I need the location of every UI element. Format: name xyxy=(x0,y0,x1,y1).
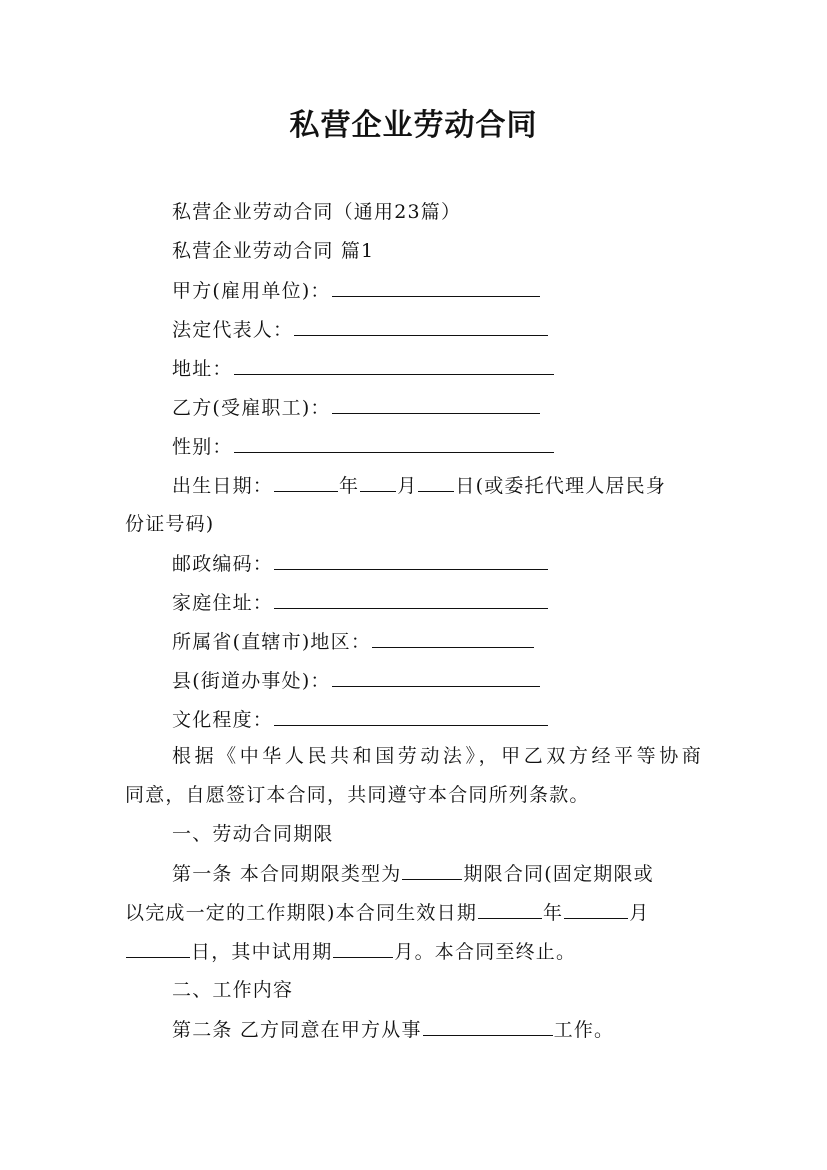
gender-label: 性别： xyxy=(172,436,233,458)
birth-year-blank[interactable] xyxy=(274,473,338,492)
article-1-text-f: 日，其中试用期 xyxy=(191,941,333,963)
home-address-blank[interactable] xyxy=(274,590,548,609)
section-1-heading: 一、劳动合同期限 xyxy=(172,823,334,845)
province-blank[interactable] xyxy=(372,629,534,648)
birth-line xyxy=(172,473,666,498)
party-b-line xyxy=(172,395,541,420)
article-2-text-b: 工作。 xyxy=(553,1019,615,1041)
document-title: 私营企业劳动合同 xyxy=(289,108,538,143)
article-2-text-a: 第二条 乙方同意在甲方从事 xyxy=(172,1019,422,1041)
section-2-heading: 二、工作内容 xyxy=(172,979,294,1001)
province-label: 所属省(直辖市)地区： xyxy=(172,631,372,653)
article-1-text-c: 以完成一定的工作期限)本合同生效日期 xyxy=(125,902,478,924)
county-line xyxy=(172,668,541,693)
job-blank[interactable] xyxy=(423,1017,553,1036)
intro-paragraph-line-1: 根据《中华人民共和国劳动法》，甲乙双方经平等协商 xyxy=(172,745,702,767)
county-label: 县(街道办事处)： xyxy=(172,670,331,692)
home-address-label: 家庭住址： xyxy=(172,592,274,614)
article-1-text-e: 月 xyxy=(629,902,650,924)
intro-paragraph-line-2: 同意，自愿签订本合同，共同遵守本合同所列条款。 xyxy=(125,784,590,806)
party-a-blank[interactable] xyxy=(332,278,540,297)
birth-month-label: 月 xyxy=(397,475,418,497)
postcode-line xyxy=(172,551,549,576)
education-label: 文化程度： xyxy=(172,709,274,731)
birth-day-label: 日(或委托代理人居民身 xyxy=(455,475,667,497)
article-2-line-1 xyxy=(172,1017,614,1042)
article-1-line-3 xyxy=(125,939,576,964)
document-subtitle: 私营企业劳动合同（通用23篇） xyxy=(172,201,462,223)
party-a-line xyxy=(172,278,541,303)
province-line xyxy=(172,629,535,654)
article-1-text-b: 期限合同(固定期限或 xyxy=(463,863,654,885)
effective-year-blank[interactable] xyxy=(478,900,542,919)
birth-day-blank[interactable] xyxy=(418,473,454,492)
home-address-line xyxy=(172,590,549,615)
probation-blank[interactable] xyxy=(333,939,393,958)
article-1-text-a: 第一条 本合同期限类型为 xyxy=(172,863,402,885)
postcode-label: 邮政编码： xyxy=(172,553,274,575)
postcode-blank[interactable] xyxy=(274,551,548,570)
county-blank[interactable] xyxy=(332,668,540,687)
gender-line xyxy=(172,434,555,459)
legal-rep-label: 法定代表人： xyxy=(172,319,294,341)
effective-month-blank[interactable] xyxy=(564,900,628,919)
article-1-line-2 xyxy=(125,900,649,925)
gender-blank[interactable] xyxy=(234,434,554,453)
address-blank[interactable] xyxy=(234,356,554,375)
legal-rep-line xyxy=(172,317,549,342)
birth-continued: 份证号码) xyxy=(125,513,215,535)
contract-type-blank[interactable] xyxy=(402,861,462,880)
effective-day-blank[interactable] xyxy=(126,939,190,958)
birth-label: 出生日期： xyxy=(172,475,274,497)
party-a-label: 甲方(雇用单位)： xyxy=(172,280,331,302)
party-b-blank[interactable] xyxy=(332,395,540,414)
party-b-label: 乙方(受雇职工)： xyxy=(172,397,331,419)
birth-year-label: 年 xyxy=(339,475,360,497)
article-1-line-1 xyxy=(172,861,654,886)
address-line xyxy=(172,356,555,381)
education-blank[interactable] xyxy=(274,707,548,726)
legal-rep-blank[interactable] xyxy=(294,317,548,336)
address-label: 地址： xyxy=(172,358,233,380)
article-1-text-g: 月。本合同至终止。 xyxy=(394,941,577,963)
section-heading: 私营企业劳动合同 篇1 xyxy=(172,240,375,262)
education-line xyxy=(172,707,549,732)
birth-month-blank[interactable] xyxy=(360,473,396,492)
article-1-text-d: 年 xyxy=(543,902,564,924)
